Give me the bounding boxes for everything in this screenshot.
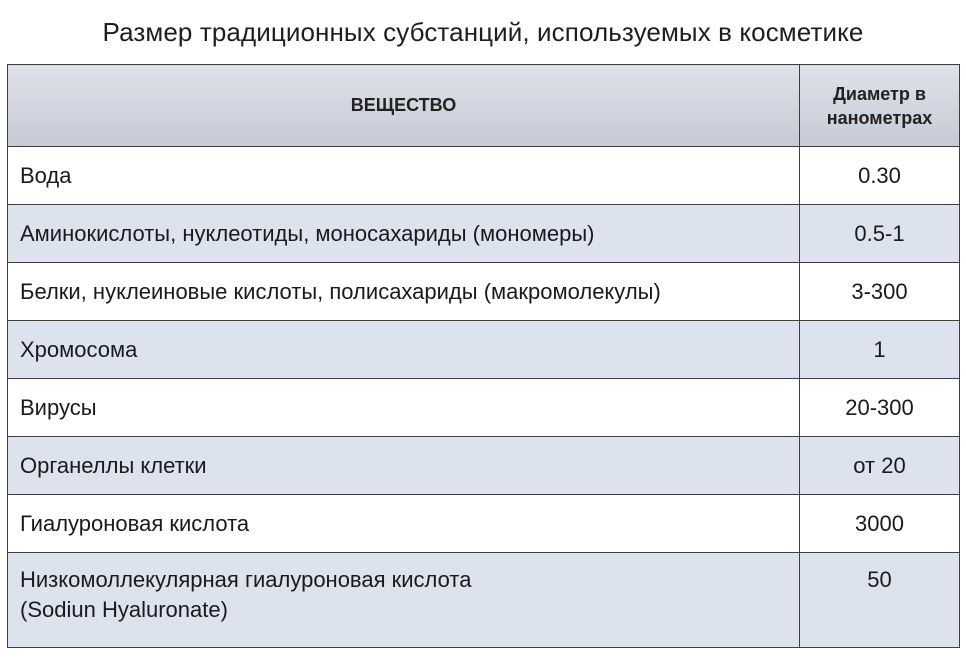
substance-cell: Аминокислоты, нуклеотиды, моносахариды (мономеры): [8, 205, 800, 263]
header-diameter: [800, 65, 960, 147]
page-title: Размер традиционных субстанций, используемых в косметике: [102, 17, 864, 47]
table-row: [8, 263, 960, 321]
diameter-cell: от 20: [800, 437, 960, 495]
diameter-cell: 3-300: [800, 263, 960, 321]
table-row: [8, 321, 960, 379]
header-diameter-line2: нанометрах: [826, 107, 933, 128]
substance-cell: [8, 553, 800, 648]
substance-cell-line2: (Sodiun Hyaluronate): [20, 597, 228, 622]
table-row: [8, 437, 960, 495]
diameter-cell: 0.30: [800, 147, 960, 205]
table-row: [8, 495, 960, 553]
substance-cell: Органеллы клетки: [8, 437, 800, 495]
diameter-cell: 50: [800, 553, 960, 648]
diameter-cell: 0.5-1: [800, 205, 960, 263]
substance-cell: Хромосома: [8, 321, 800, 379]
table-header-row: [8, 65, 960, 147]
header-substance: ВЕЩЕСТВО: [8, 65, 800, 147]
table-row: [8, 147, 960, 205]
header-diameter-line1: Диаметр в: [833, 83, 926, 104]
substance-cell: Вирусы: [8, 379, 800, 437]
table-row: [8, 205, 960, 263]
diameter-cell: 1: [800, 321, 960, 379]
substance-cell: Вода: [8, 147, 800, 205]
table-row: [8, 553, 960, 648]
substance-cell: Гиалуроновая кислота: [8, 495, 800, 553]
substance-cell-line1: Низкомоллекулярная гиалуроновая кислота: [20, 567, 472, 592]
substance-size-table: [7, 64, 960, 648]
diameter-cell: 20-300: [800, 379, 960, 437]
substance-cell: Белки, нуклеиновые кислоты, полисахариды (макромолекулы): [8, 263, 800, 321]
diameter-cell: 3000: [800, 495, 960, 553]
table-row: [8, 379, 960, 437]
